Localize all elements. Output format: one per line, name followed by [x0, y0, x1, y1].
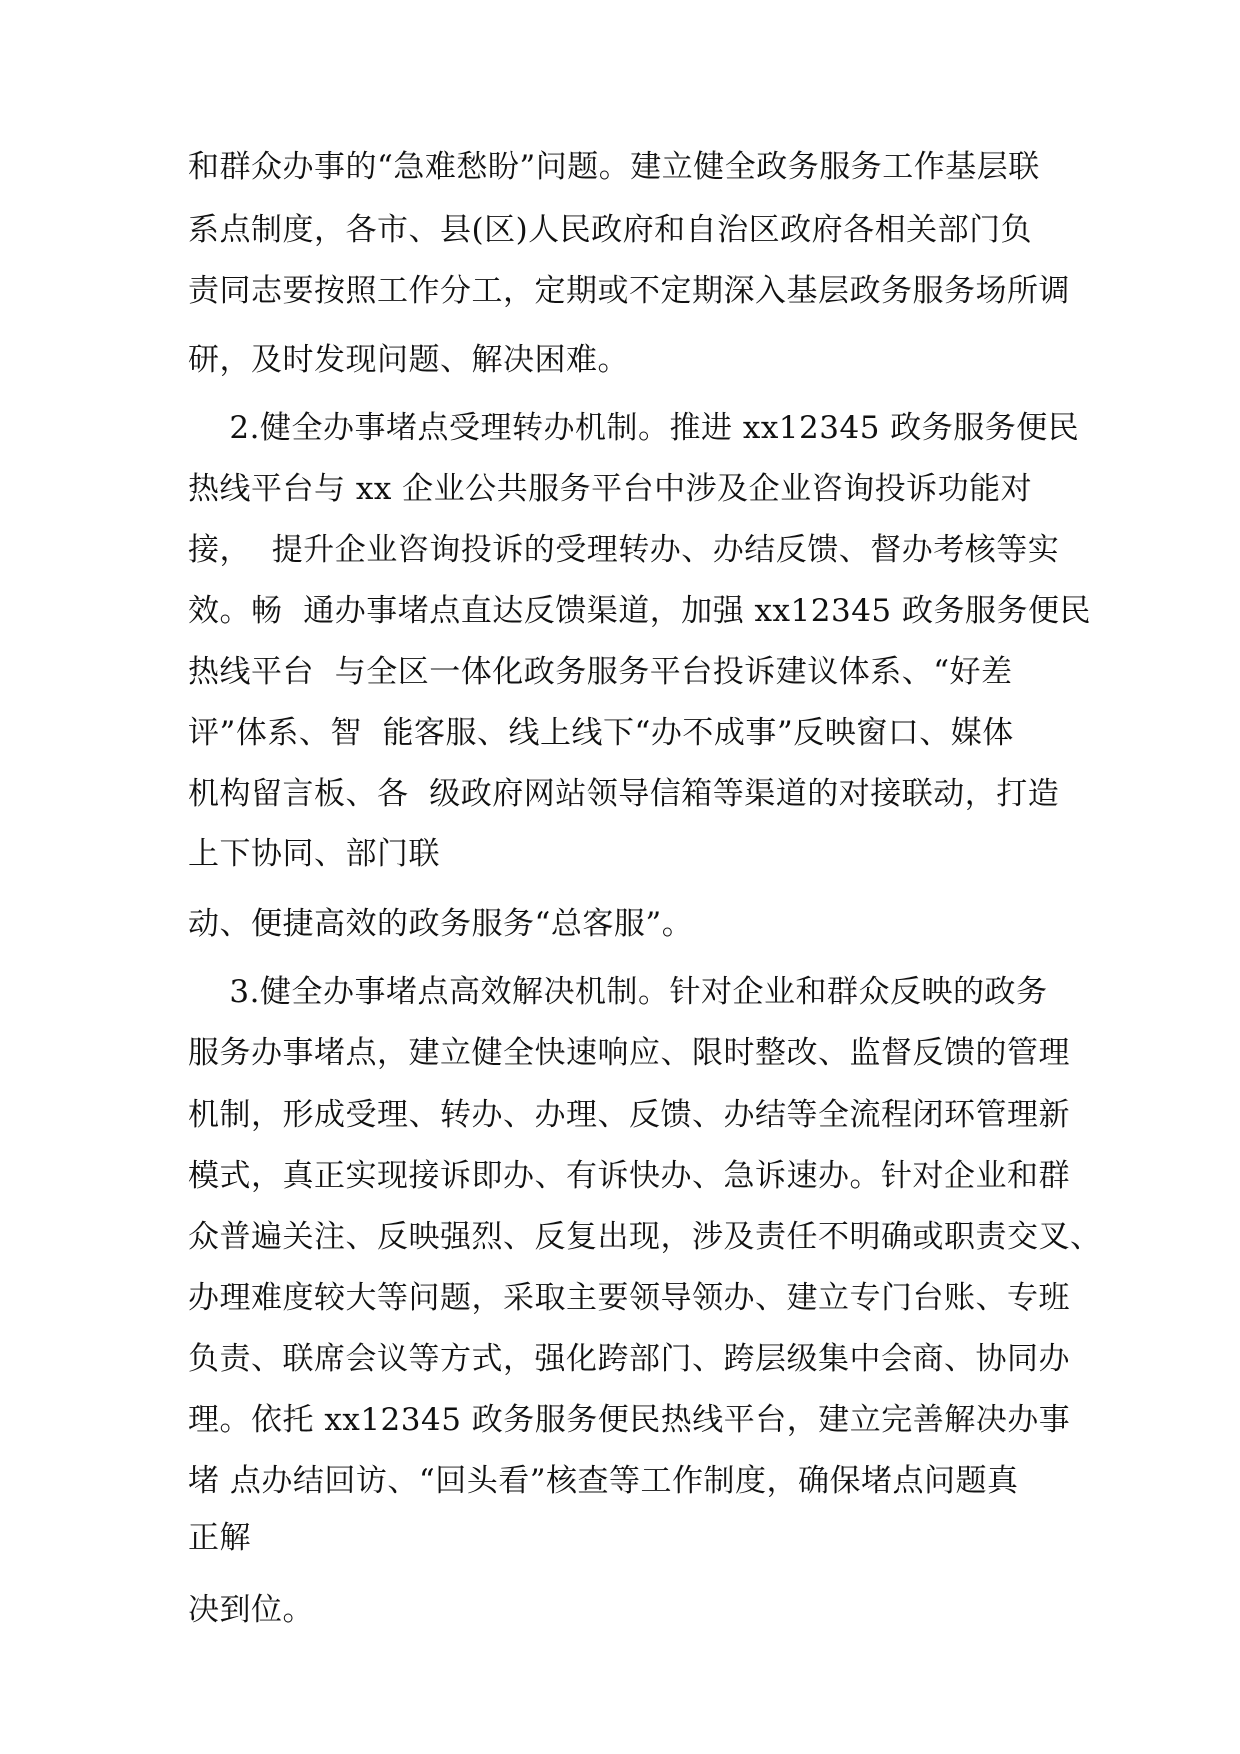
text-line: 服务办事堵点，建立健全快速响应、限时整改、监督反馈的管理 — [188, 1035, 1070, 1071]
text-line: 系点制度，各市、县(区)人民政府和自治区政府各相关部门负 — [188, 212, 1033, 248]
text-line: 热线平台与 xx 企业公共服务平台中涉及企业咨询投诉功能对 — [188, 471, 1033, 507]
text-line: 热线平台 与全区一体化政务服务平台投诉建议体系、“好差 — [188, 654, 1013, 690]
text-line: 办理难度较大等问题，采取主要领导领办、建立专门台账、专班 — [188, 1280, 1070, 1316]
text-line: 机制，形成受理、转办、办理、反馈、办结等全流程闭环管理新 — [188, 1097, 1070, 1133]
text-line: 接， 提升企业咨询投诉的受理转办、办结反馈、督办考核等实 — [188, 532, 1060, 568]
text-line: 负责、联席会议等方式，强化跨部门、跨层级集中会商、协同办 — [188, 1341, 1070, 1377]
text-line: 3.健全办事堵点高效解决机制。针对企业和群众反映的政务 — [188, 974, 1048, 1010]
text-line: 上下协同、部门联 — [188, 836, 440, 872]
text-line: 堵 点办结回访、“回头看”核查等工作制度，确保堵点问题真 — [188, 1463, 1019, 1499]
text-line: 众普遍关注、反映强烈、反复出现，涉及责任不明确或职责交叉、 — [188, 1219, 1102, 1255]
text-line: 正解 — [188, 1520, 251, 1556]
text-line: 动、便捷高效的政务服务“总客服”。 — [188, 906, 694, 942]
text-line: 责同志要按照工作分工，定期或不定期深入基层政务服务场所调 — [188, 273, 1070, 309]
text-line: 研，及时发现问题、解决困难。 — [188, 342, 629, 378]
text-line: 理。依托 xx12345 政务服务便民热线平台，建立完善解决办事 — [188, 1402, 1071, 1438]
text-line: 评”体系、智 能客服、线上线下“办不成事”反映窗口、媒体 — [188, 715, 1014, 751]
text-line: 模式，真正实现接诉即办、有诉快办、急诉速办。针对企业和群 — [188, 1158, 1070, 1194]
text-line: 效。畅 通办事堵点直达反馈渠道，加强 xx12345 政务服务便民 — [188, 593, 1091, 629]
text-line: 2.健全办事堵点受理转办机制。推进 xx12345 政务服务便民 — [188, 410, 1080, 446]
text-line: 机构留言板、各 级政府网站领导信箱等渠道的对接联动，打造 — [188, 776, 1060, 812]
text-line: 决到位。 — [188, 1592, 314, 1628]
text-line: 和群众办事的“急难愁盼”问题。建立健全政务服务工作基层联 — [188, 149, 1040, 185]
